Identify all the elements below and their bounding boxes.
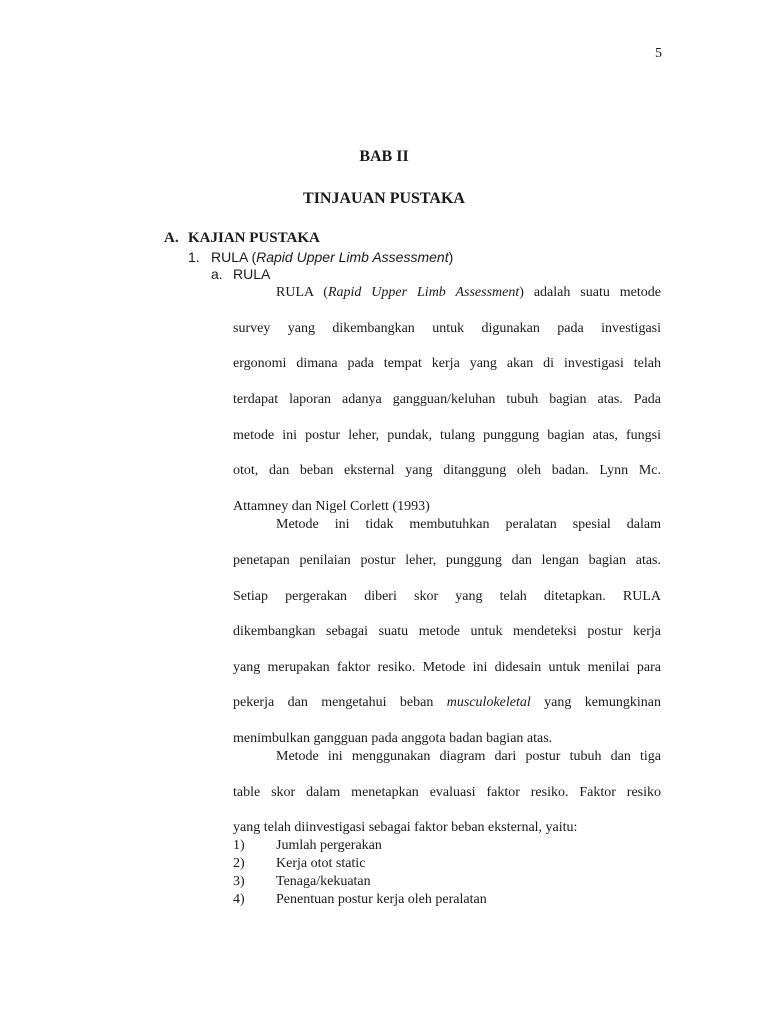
paragraph-2-line: Setiap pergerakan diberi skor yang telah ditetapkan. RULA: [233, 589, 661, 604]
section-a-title: KAJIAN PUSTAKA: [188, 230, 320, 246]
paragraph-2-line: Metode ini tidak membutuhkan peralatan spesial dalam: [276, 517, 661, 532]
paragraph-2-line-6: pekerja dan mengetahui beban musculokeletal yang kemungkinan: [233, 695, 661, 710]
page-number: 5: [655, 46, 662, 61]
paragraph-1-line: otot, dan beban eksternal yang ditanggung oleh badan. Lynn Mc.: [233, 463, 661, 478]
paragraph-1-line-1: RULA (Rapid Upper Limb Assessment) adalah suatu metode: [276, 285, 661, 300]
list-item-number: 2): [233, 856, 245, 871]
list-item-text: Penentuan postur kerja oleh peralatan: [276, 892, 487, 907]
list-item-text: Jumlah pergerakan: [276, 838, 382, 853]
list-item-number: 1): [233, 838, 245, 853]
paragraph-1-line: ergonomi dimana pada tempat kerja yang akan di investigasi telah: [233, 356, 661, 371]
chapter-title: TINJAUAN PUSTAKA: [303, 190, 465, 207]
chapter-number: BAB II: [359, 148, 409, 165]
paragraph-3-last-line: yang telah diinvestigasi sebagai faktor beban eksternal, yaitu:: [233, 820, 578, 835]
paragraph-1-last-line: Attamney dan Nigel Corlett (1993): [233, 499, 430, 514]
paragraph-2-last-line: menimbulkan gangguan pada anggota badan bagian atas.: [233, 731, 553, 746]
list-item-text: Tenaga/kekuatan: [276, 874, 371, 889]
subsection-a-marker: a.: [211, 266, 223, 282]
paragraph-2-line: penetapan penilaian postur leher, punggung dan lengan bagian atas.: [233, 553, 661, 568]
paragraph-3-line: Metode ini menggunakan diagram dari postur tubuh dan tiga: [276, 749, 661, 764]
paragraph-2-line: dikembangkan sebagai suatu metode untuk mendeteksi postur kerja: [233, 624, 661, 639]
paragraph-2-line: yang merupakan faktor resiko. Metode ini didesain untuk menilai para: [233, 660, 661, 675]
subsection-1-title: RULA (Rapid Upper Limb Assessment): [211, 249, 454, 265]
subsection-a-title: RULA: [233, 266, 271, 282]
subsection-1-marker: 1.: [188, 249, 200, 265]
list-item-number: 4): [233, 892, 245, 907]
section-a-marker: A.: [164, 230, 179, 246]
paragraph-1-line: terdapat laporan adanya gangguan/keluhan tubuh bagian atas. Pada: [233, 392, 661, 407]
list-item-text: Kerja otot static: [276, 856, 366, 871]
list-item-number: 3): [233, 874, 245, 889]
paragraph-1-line: metode ini postur leher, pundak, tulang punggung bagian atas, fungsi: [233, 428, 661, 443]
paragraph-1-line: survey yang dikembangkan untuk digunakan pada investigasi: [233, 321, 661, 336]
paragraph-3-line: table skor dalam menetapkan evaluasi faktor resiko. Faktor resiko: [233, 785, 661, 800]
